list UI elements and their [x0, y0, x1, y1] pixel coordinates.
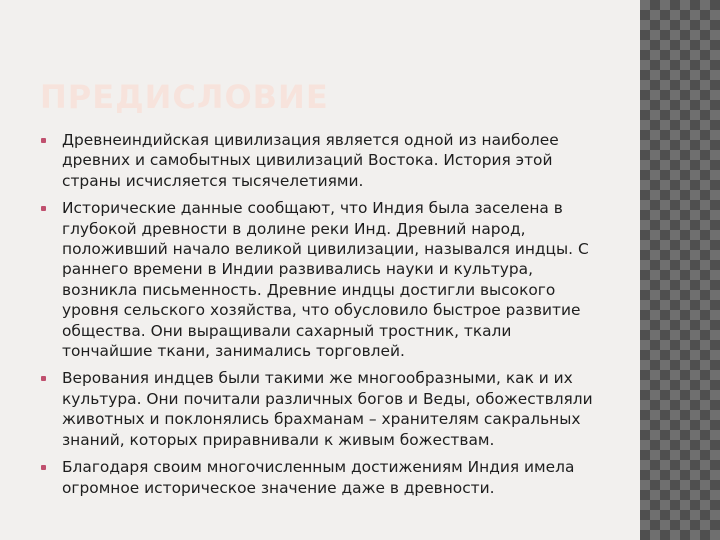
square-bullet-icon [41, 465, 46, 470]
bullet-text: Древнеиндийская цивилизация является одной из наиболее древних и самобытных цивилизаций Востока. История этой страны исчисляется тысячелетиями. [62, 131, 559, 190]
bullet-text: Исторические данные сообщают, что Индия была заселена в глубокой древности в долине реки Инд. Древний народ, положивший начало великой цивилизации, назывался индцы. С раннего времени в Индии развивались науки и культура, возникла письменность. Древние индцы достигли высокого уровня сельского хозяйства, что обусловило быстрое развитие общества. Они выращивали сахарный тростник, ткали тончайшие ткани, занимались торговлей. [62, 199, 589, 361]
bullet-item [40, 457, 602, 498]
decorative-diamond-pattern [640, 0, 720, 540]
square-bullet-icon [41, 206, 46, 211]
bullet-item [40, 130, 602, 191]
square-bullet-icon [41, 138, 46, 143]
bullet-list [40, 130, 602, 505]
bullet-text: Благодаря своим многочисленным достижениям Индия имела огромное историческое значение даже в древности. [62, 458, 575, 497]
bullet-text: Верования индцев были такими же многообразными, как и их культура. Они почитали различных богов и Веды, обожествляли животных и поклонялись брахманам – хранителям сакральных знаний, которых приравнивали к живым божествам. [62, 369, 593, 449]
bullet-item [40, 368, 602, 450]
bullet-item [40, 198, 602, 361]
square-bullet-icon [41, 376, 46, 381]
slide-title: ПРЕДИСЛОВИЕ [40, 78, 329, 116]
